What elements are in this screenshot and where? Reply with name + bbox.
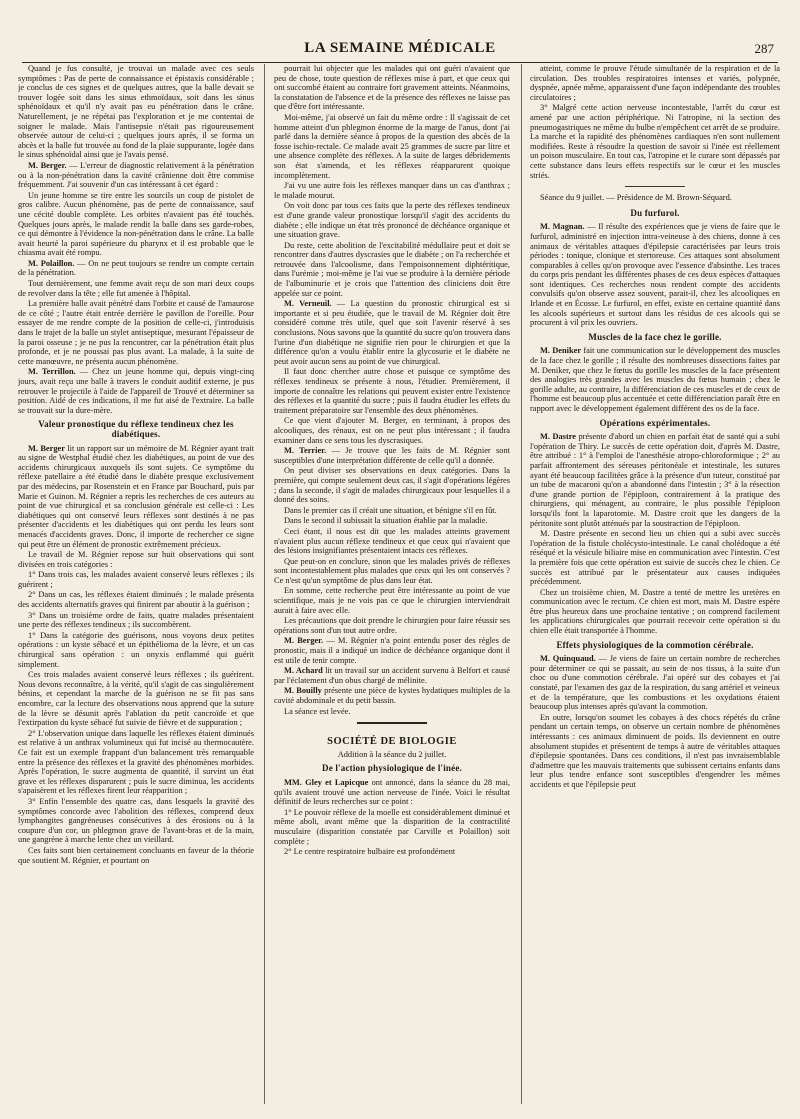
paragraph: [18, 259, 254, 278]
paragraph: Du reste, cette abolition de l'excitabilité médullaire peut et doit se rencontrer dans d'autres dyscrasies que le diabète ; on l'a recherchée et retrouvée dans l'alcoolisme, dans l'empoisonnement diphtéritique, dans l'urémie ; moi-même je l'ai vue se produire à la dernière période de l'albuminurie et je crois que l'attention des cliniciens doit être appelée sur ce point.: [274, 240, 510, 298]
column-1: [18, 64, 254, 1104]
paragraph-text: présente une pièce de kystes hydatiques multiples de la cavité abdominale et du petit bassin.: [274, 686, 510, 705]
session-line: Séance du 9 juillet. — Présidence de M. Brown-Séquard.: [540, 193, 732, 203]
journal-title: LA SEMAINE MÉDICALE: [304, 40, 496, 56]
paragraph: Un jeune homme se tire entre les sourcils un coup de pistolet de gros calibre. Aucun phénomène, pas de perte de connaissance, sauf une cécité double complète. Les orbites n'avaient pas été touchés. Quelques jours après, le malade rendit la balle dans ses garde-robes, ce qui démontre à l'évidence la non-pénétration dans le crâne. La balle avait heurté la paroi supérieure du pharynx et il est probable que le chiasma avait été rompu.: [18, 190, 254, 258]
society-title: SOCIÉTÉ DE BIOLOGIE: [327, 736, 457, 748]
paragraph: Ces faits sont bien certainement concluants en faveur de la théorie que soutient M. Régnier, et pourtant on: [18, 845, 254, 865]
speaker-name: M. Quinquaud.: [540, 654, 596, 664]
paragraph: pourrait lui objecter que les malades qui ont guéri n'avaient que peu de chose, toute question de réflexes mise à part, et que ceux qui ont succombé étaient au contraire fort gravement atteints. Néanmoins, la constatation de l'absence et de la présence des réflexes ne laisse pas que d'être fort intéressante.: [274, 64, 510, 112]
paragraph: Les précautions que doit prendre le chirurgien pour faire réussir ses opérations sont d'un tout autre ordre.: [274, 616, 510, 635]
paragraph-text: — On ne peut toujours se rendre un compte certain de la pénétration.: [18, 258, 254, 278]
paragraph-text: — Chez un jeune homme qui, depuis vingt-cinq jours, avait reçu une balle à travers le conduit auditif externe, je pus retrouver le projectile à l'aide de l'appareil de Trouvé et déterminer sa position. Aidé de ces indications, il me fut aisé de l'extraire. La balle se trouvait sur la dure-mère.: [18, 367, 254, 415]
paragraph: [18, 367, 254, 415]
section-heading: Muscles de la face chez le gorille.: [588, 331, 722, 342]
paragraph: Ces trois malades avaient conservé leurs réflexes ; ils guérirent. Nous devons reconnaître, à la vérité, qu'il s'agit de cas singulièrement bénins, et cependant la marche de la guérison ne se fit pas sans encombre, car la lecture des observations nous apprend que la suture de la lèvre se désunit après l'ablation du petit cancroïde et que l'extirpation du kyste sébacé fut suivie de fièvre et de suppuration ;: [18, 670, 254, 728]
society-subtitle: Addition à la séance du 2 juillet.: [337, 749, 447, 759]
column-divider: [521, 64, 522, 1104]
paragraph: 2° Dans un cas, les réflexes étaient diminués ; le malade présenta des accidents alternatifs graves qui finirent par aboutir à la guérison ;: [18, 590, 254, 610]
paragraph: Ceci étant, il nous est dit que les malades atteints gravement n'avaient plus aucun réflexe tendineux et que ceux qui n'avaient que des lésions insignifiantes présentaient intacts ces réflexes.: [274, 526, 510, 556]
section-heading: Valeur pronostique du réflexe tendineux chez les diabétiques.: [38, 419, 234, 439]
speaker-name: M. Terrillon.: [28, 367, 76, 377]
paragraph-text: — Je trouve que les faits de M. Régnier sont susceptibles d'une interprétation différente de celle qu'il a donnée.: [274, 446, 510, 465]
speaker-name: M. Berger.: [284, 636, 324, 646]
paragraph: 3° Dans un troisième ordre de faits, quatre malades présentaient une perte des réflexes tendineux ; ils succombèrent.: [18, 610, 254, 630]
paragraph-text: — Il résulte des expériences que je viens de faire que le furfurol, administré en injection intra-veineuse à des chiens, donne à ces animaux de véritables attaques d'épilepsie caractérisées par leurs trois périodes : tonique, clonique et stertoreuse. Ces attaques sont absolument comparables à celles qu'on provoque avec l'essence d'absinthe. Les traces du corps pris pendant les différentes phases de ces deux espèces d'attaques sont identiques. Ces recherches nous rendent compte des accidents convulsifs qu'on observe assez souvent, parait-il, chez les alcooliques en Irlande et en Écosse. Le furfurol, en effet, existe en certaine quantité dans les alcools supérieurs et surtout dans les résidus de ces alcools qui se procurent à vil prix les ouvriers.: [530, 222, 780, 328]
paragraph: Dans le premier cas il créait une situation, et bénigne s'il en fût.: [284, 505, 497, 515]
speaker-name: M. Berger.: [28, 160, 67, 170]
column-divider: [264, 64, 265, 1104]
paragraph: [274, 666, 510, 685]
paragraph-text: — L'erreur de diagnostic relativement à la pénétration ou à la non-pénétration dans la cavité crânienne doit être commise fréquemment. J'ai souvenir d'un cas intéressant à cet égard :: [18, 160, 254, 190]
speaker-name: M. Magnan.: [540, 222, 585, 232]
paragraph: La première balle avait pénétré dans l'orbite et causé de l'amaurose de ce côté ; l'autre était entrée derrière le pavillon de l'oreille. Pour essayer de me rendre compte de la position de celle-ci, j'introduisis dans le trajet de la balle un stylet antiseptique, mesurant l'épaisseur de la paroi osseuse ; je ne pus la rencontrer, car la pénétration était plus profonde, et je ne poussai pas plus avant. La malade, à la suite de cette manœuvre, ne présenta aucun phénomène.: [18, 299, 254, 366]
section-heading: Effets physiologiques de la commotion cérébrale.: [556, 639, 754, 650]
paragraph: atteint, comme le prouve l'étude simultanée de la respiration et de la circulation. Des troubles respiratoires intenses et variés, polypnée, dyspnée, apnée même, apparaissent d'une façon indépendante des troubles circulatoires ;: [530, 64, 780, 102]
paragraph: [530, 432, 780, 528]
paragraph-text: lit un travail sur un accident survenu à Belfort et causé par l'éclatement d'un obus chargé de mélinite.: [274, 666, 510, 685]
section-heading: De l'action physiologique de l'inée.: [322, 763, 462, 774]
paragraph: M. Dastre présente en second lieu un chien qui a subi avec succès l'opération de la fistule cholécysto-intestinale. Le canal cholédoque a été réséqué et la vésicule biliaire mise en communication avec l'intestin. C'est la première fois que cette opération est suivie de succès chez le chien. Ce succès est attribué par le présentateur aux causes indiquées précédemment.: [530, 529, 780, 587]
paragraph: [530, 222, 780, 328]
paragraph: 1° Dans trois cas, les malades avaient conservé leurs réflexes ; ils guérirent ;: [18, 570, 254, 589]
paragraph: 1° Dans la catégorie des guérisons, nous voyons deux petites opérations : un kyste sébacé et un épithélioma de la lèvre, et un cas chirurgical sans opération : un onyxis enflammé qui guérit simplement.: [18, 630, 254, 669]
paragraph-text: — M. Régnier n'a point entendu poser des règles de pronostic, mais il a indiqué un indice de déchéance organique dont il est utile de tenir compte.: [274, 636, 510, 665]
paragraph: [274, 686, 510, 705]
paragraph: Moi-même, j'ai observé un fait du même ordre : Il s'agissait de cet homme atteint d'un phlegmon énorme de la marge de l'anus, dont j'ai parlé dans la dernière séance à propos de la question des abcès de la fosse ischio-rectale. Ce malade avait 25 grammes de sucre par litre et une absence complète des réflexes. A la suite de larges débridements son état s'amenda, et les réflexes réapparurent quoique incomplètement.: [274, 112, 510, 180]
paragraph-text: présente d'abord un chien en parfait état de santé qui a subi l'opération de Thiry. Le succès de cette opération doit, d'après M. Dastre, être attribué : 1° à l'emploi de l'anesthésie atropo-chloroformique ; 2° au parfait affrontement des séreuses péritonéale et intestinale, les sutures ayant été beaucoup facilitées grâce à la présence d'un tuteur, constitué par un tube de macaroni qu'on a abandonné dans l'intestin ; 3° à la résection d'une grande portion de l'épiploon, contrairement à la pratique des chirurgiens, qui ménagent, au contraire, le plus possible l'épiploon lorsqu'ils font la laparotomie. M. Dastre croit que les dangers de la péritonite sont plutôt atténués par la soustraction de l'épiploon.: [530, 432, 780, 528]
paragraph: 3° Enfin l'ensemble des quatre cas, dans lesquels la gravité des symptômes concorde avec l'abolition des réflexes, comprend deux lymphangites gangréneuses consécutives à des érosions ou à la coupure d'un cor, un phlegmon grave de l'avant-bras et de la main, une gangrène à marche lente chez un vieillard.: [18, 796, 254, 845]
paragraph: [274, 636, 510, 665]
paragraph: [530, 346, 780, 413]
paragraph: On peut diviser ses observations en deux catégories. Dans la première, qui compte seulement deux cas, il s'agit d'opérations légères ; dans la seconde, il s'agit de malades chirurgicaux pour lesquelles il a donné des soins.: [274, 466, 510, 505]
paragraph: Chez un troisième chien, M. Dastre a tenté de mettre les uretères en communication avec le rectum. Ce chien est mort, mais M. Dastre espère être plus heureux dans une prochaine tentative ; on comprend facilement les applications chirurgicales que pourrait recevoir cette opération si du chien elle était transportée à l'homme.: [530, 587, 780, 636]
speaker-name: M. Verneuil.: [284, 299, 332, 309]
speaker-name: M. Berger: [28, 443, 65, 453]
speaker-name: M. Polaillon.: [28, 258, 75, 268]
paragraph: 1° Le pouvoir réflexe de la moelle est considérablement diminué et même aboli, avant même que la disparition de la contractilité musculaire (disparition constatée par Carville et Polaillon) soit complète ;: [274, 807, 510, 846]
paragraph: Ce que vient d'ajouter M. Berger, en terminant, à propos des alcooliques, des rénaux, est on ne peut plus intéressant ; il faudra examiner dans ce sens tous les dyscrasiques.: [274, 416, 510, 445]
paragraph: En outre, lorsqu'on soumet les cobayes à des chocs répétés du crâne pendant un certain temps, on observe un certain nombre de phénomènes intéressants : ces animaux diminuent de poids. Ils deviennent en outre absolument stupides et présentent de temps à autre de véritables attaques d'épilepsie spontanées. Dans ces conditions, il n'est pas invraisemblable d'admettre que les mauvais traitements que subissent certains enfants dans leur plus tendre enfance sont susceptibles d'engendrer les mêmes accidents et que l'épilepsie peut: [530, 712, 780, 789]
paragraph: Il faut donc chercher autre chose et puisque ce symptôme des réflexes tendineux se présente à nous, l'étudier. Premièrement, il importe de connaître les relations qui peuvent exister entre l'existence des réflexes et la quantité du sucre ; puis il faudra étudier les effets du traitement préparatoire sur l'ensemble des deux phénomènes.: [274, 367, 510, 415]
section-heading: Opérations expérimentales.: [599, 417, 711, 428]
paragraph: Que peut-on en conclure, sinon que les malades privés de réflexes sont incontestablement plus malades que ceux qui les ont conservés ? Ce n'est qu'un symptôme de plus dans leur état.: [274, 556, 510, 585]
speaker-name: M. Dastre: [540, 432, 577, 442]
section-heading: Du furfurol.: [630, 207, 680, 218]
page-number: 287: [754, 41, 774, 56]
paragraph-text: lit un rapport sur un mémoire de M. Régnier ayant trait au signe de Westphal étudié chez les diabétiques, au point de vue des accidents chirurgicaux auxquels ils sont sujets. Ce symptôme du réflexe patellaire a été étudié dans le diabète presque exclusivement par des médecins, par Rosenstein et en France par Bouchard, puis par Marie et Guinon. M. Régnier a repris les recherches de ces auteurs au point de vue chirurgical et sa conclusion générale est celle-ci : Les diabétiques qui ont conservé leurs réflexes sont destinés à ne pas présenter d'accidents et les diabétiques qui ont perdu les leurs sont menacés d'accidents graves. Donc, il importe de rechercher ce signe qui peut être un élément de pronostic extrêmement précieux.: [18, 443, 254, 549]
paragraph: [274, 299, 510, 366]
speaker-name: MM. Gley et Lapicque: [284, 777, 369, 787]
speaker-name: M. Achard: [284, 666, 323, 676]
paragraph: On voit donc par tous ces faits que la perte des réflexes tendineux est d'une grande valeur pronostique lorsqu'il s'agit des accidents du diabète ; elle indique un état très prononcé de déchéance organique et une situation grave.: [274, 201, 510, 240]
separator-rule: [625, 186, 685, 187]
speaker-name: M. Deniker: [540, 346, 582, 356]
paragraph: La séance est levée.: [284, 706, 351, 716]
paragraph: 2° Le centre respiratoire bulbaire est profondément: [284, 847, 456, 857]
paragraph: [530, 654, 780, 712]
paragraph: En somme, cette recherche peut être intéressante au point de vue scientifique, mais je ne vois pas ce que le chirurgien interviendrait aurait à faire avec elle.: [274, 586, 510, 615]
paragraph: [274, 778, 510, 807]
paragraph: [274, 446, 510, 465]
column-2: [274, 64, 510, 1104]
paragraph-text: fait une communication sur le développement des muscles de la face chez le gorille ; il résulte des nombreuses dissections faites par M. Deniker, que chez le fœtus du gorille les muscles de la face présentent des analogies très grandes avec les muscles du fœtus humain ; chez le gorille adulte, au contraire, la différenciation de ces muscles et de ceux de l'homme est beaucoup plus accentuée et cette différenciation paraît être en rapport avec le développement également différent des os de la face.: [530, 346, 780, 413]
paragraph: [18, 444, 254, 550]
speaker-name: M. Terrier.: [284, 446, 327, 456]
paragraph: Quand je fus consulté, je trouvai un malade avec ces seuls symptômes : Pas de perte de connaissance et épistaxis considérable ; je conclus de ces signes et de quelques autres, que la balle devait se trouver logée soit dans les sinus ethmoïdaux, soit dans les sinus sphénoïdaux et qu'il n'y avait pas eu pénétration dans le crâne. Naturellement, je ne répétai pas l'exploration et je me contentai de soigner le malade. Mais l'antisepsie n'était pas rigoureusement observée autour de celui-ci ; quelques jours après, il se forma un abcès et la balle fut trouvée au fond de la plaie suppurante, logée dans le sinus sphénoïdal ainsi que je l'avais pensé.: [18, 64, 254, 160]
paragraph: Dans le second il subissait la situation établie par la maladie.: [284, 516, 488, 526]
paragraph: [18, 161, 254, 190]
speaker-name: M. Bouilly: [284, 686, 322, 696]
page-header: [22, 40, 778, 63]
paragraph-text: — La question du pronostic chirurgical est si importante et si peu étudiée, que le travail de M. Régnier doit être considéré comme très utile, quel que soit l'avenir réservé à ses conclusions. Nous savons que la quantité du sucre qu'on trouvera dans l'urine d'un diabétique ne signifie rien pour le chirurgien et que la différence qu'on a voulu établir entre la glycosurie et le diabète ne peut avoir aucun sens au point de vue chirurgical.: [274, 299, 510, 366]
paragraph: Le travail de M. Régnier repose sur huit observations qui sont divisées en trois catégories :: [18, 550, 254, 569]
paragraph: J'ai vu une autre fois les réflexes manquer dans un cas d'anthrax ; le malade mourut.: [274, 181, 510, 200]
paragraph-text: — Je viens de faire un certain nombre de recherches pour déterminer ce qui se passait, au sein de nos tissus, à la suite d'un choc ou d'une commotion cérébrale. J'ai opéré sur des cobayes et j'ai constaté, par l'examen des gaz de la respiration, du sang artériel et veineux et de la température, que les combustions et les oxydations étaient beaucoup plus intenses après qu'avant la commotion.: [530, 654, 780, 712]
paragraph: 2° L'observation unique dans laquelle les réflexes étaient diminués est relative à un anthrax volumineux qui fut incisé au thermocautère. Ce fait est un exemple frappant d'un balancement très remarquable entre la présence des réflexes et la gravité des phénomènes morbides. Après l'opération, le sucre augmenta de quantité, il survint un état grave et les réflexes disparurent ; puis le sucre diminua, les accidents s'apaisèrent et les réflexes firent leur réapparition ;: [18, 728, 254, 796]
paragraph: Tout dernièrement, une femme avait reçu de son mari deux coups de revolver dans la tête ; elle fut amenée à l'hôpital.: [18, 279, 254, 298]
paragraph: 3° Malgré cette action nerveuse incontestable, l'arrêt du cœur est amené par une action périphérique. Ni l'atropine, ni la section des pneumogastriques ne même du bulbe n'empêchent cet arrêt de se produire. La marche et la rapidité des phénomènes cardiaques n'en sont nullement modifiées. Reste à résoudre la question de savoir si l'inée est réellement un poison musculaire. En tout cas, l'atropine et le curare sont dépassés par cette substance dans leurs effets respectifs sur le cœur et les muscles striés.: [530, 103, 780, 180]
section-rule: [357, 722, 427, 727]
paragraph-text: ont annoncé, dans la séance du 28 mai, qu'ils avaient trouvé une action nerveuse de l'inée. Voici le résultat définitif de leurs recherches sur ce point :: [274, 777, 510, 807]
column-3: [530, 64, 780, 1104]
